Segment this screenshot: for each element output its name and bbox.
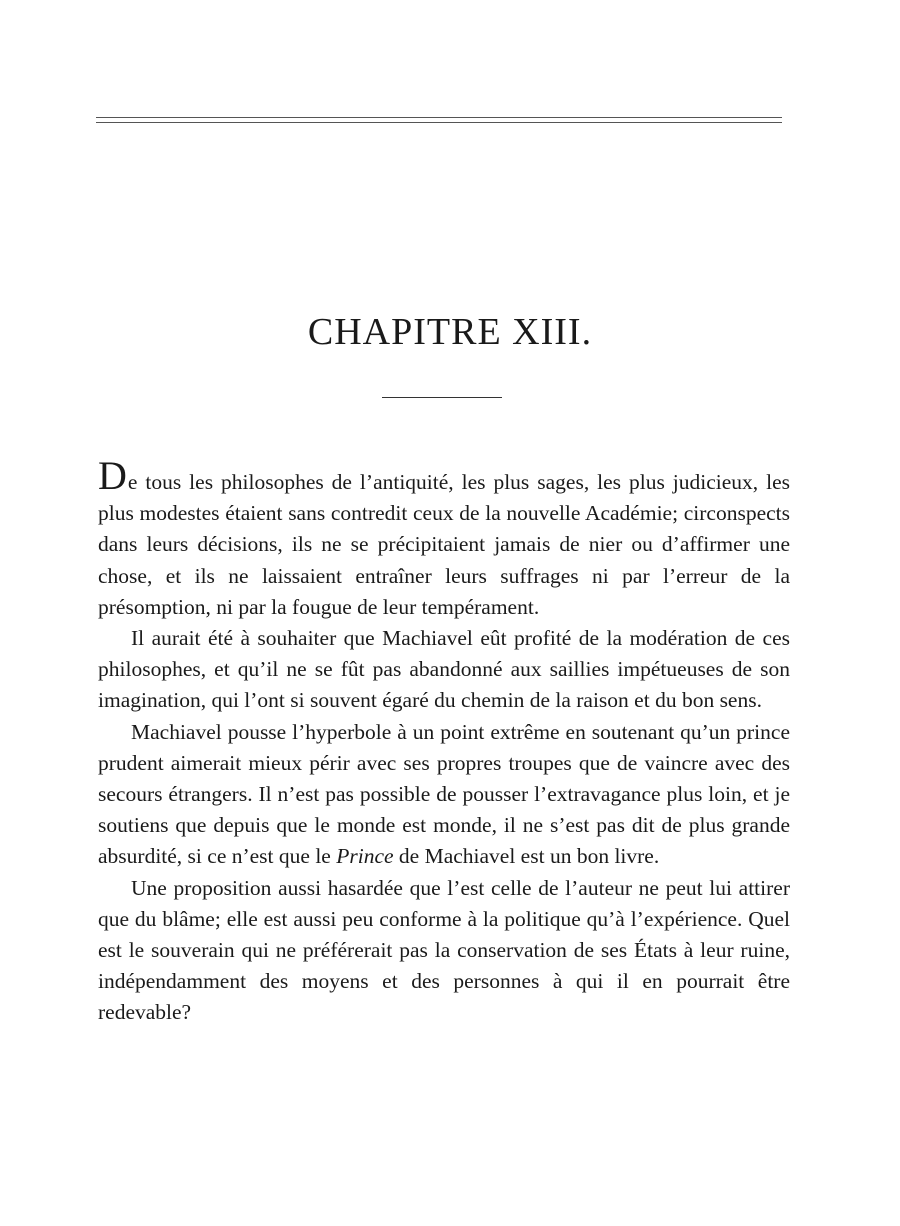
paragraph-3-text-before: Machiavel pousse l’hyperbole à un point extrême en soutenant qu’un prince prudent aimerait mieux périr avec ses propres troupes que de vaincre avec des secours étrangers. Il n’est pas possible de pousser l’extravagance plus loin, et je soutiens que depuis que le monde est monde, il ne s’est pas dit de plus grande absurdité, si ce n’est que le <box>98 719 790 869</box>
body-text <box>98 453 790 1029</box>
paragraph-1-text: e tous les philosophes de l’antiquité, les plus sages, les plus judicieux, les plus modestes étaient sans contredit ceux de la nouvelle Académie; circonspects dans leurs décisions, ils ne se précipitaient jamais de nier ou d’affirmer une chose, et ils ne laissaient entraîner leurs suffrages ni par l’erreur de la présomption, ni par la fougue de leur tempérament. <box>98 470 790 619</box>
paragraph-3 <box>98 717 790 873</box>
chapter-title: CHAPITRE XIII. <box>307 311 593 353</box>
prince-title-italic: Prince <box>336 844 394 869</box>
title-separator-rule <box>382 397 502 398</box>
paragraph-1 <box>98 453 790 623</box>
paragraph-4: Une proposition aussi hasardée que l’est celle de l’auteur ne peut lui attirer que du blâme; elle est aussi peu conforme à la politique qu’à l’expérience. Quel est le souverain qui ne préférerait pas la conservation de ses États à leur ruine, indépendamment des moyens et des personnes à qui il en pourrait être redevable? <box>98 875 790 1025</box>
paragraph-3-text-after: de Machiavel est un bon livre. <box>393 844 660 869</box>
header-double-rule <box>96 117 782 123</box>
paragraph-2: Il aurait été à souhaiter que Machiavel eût profité de la modération de ces philosophes, et qu’il ne se fût pas abandonné aux saillies impétueuses de son imagination, qui l’ont si souvent égaré du chemin de la raison et du bon sens. <box>98 626 790 713</box>
drop-cap: D <box>98 453 127 498</box>
